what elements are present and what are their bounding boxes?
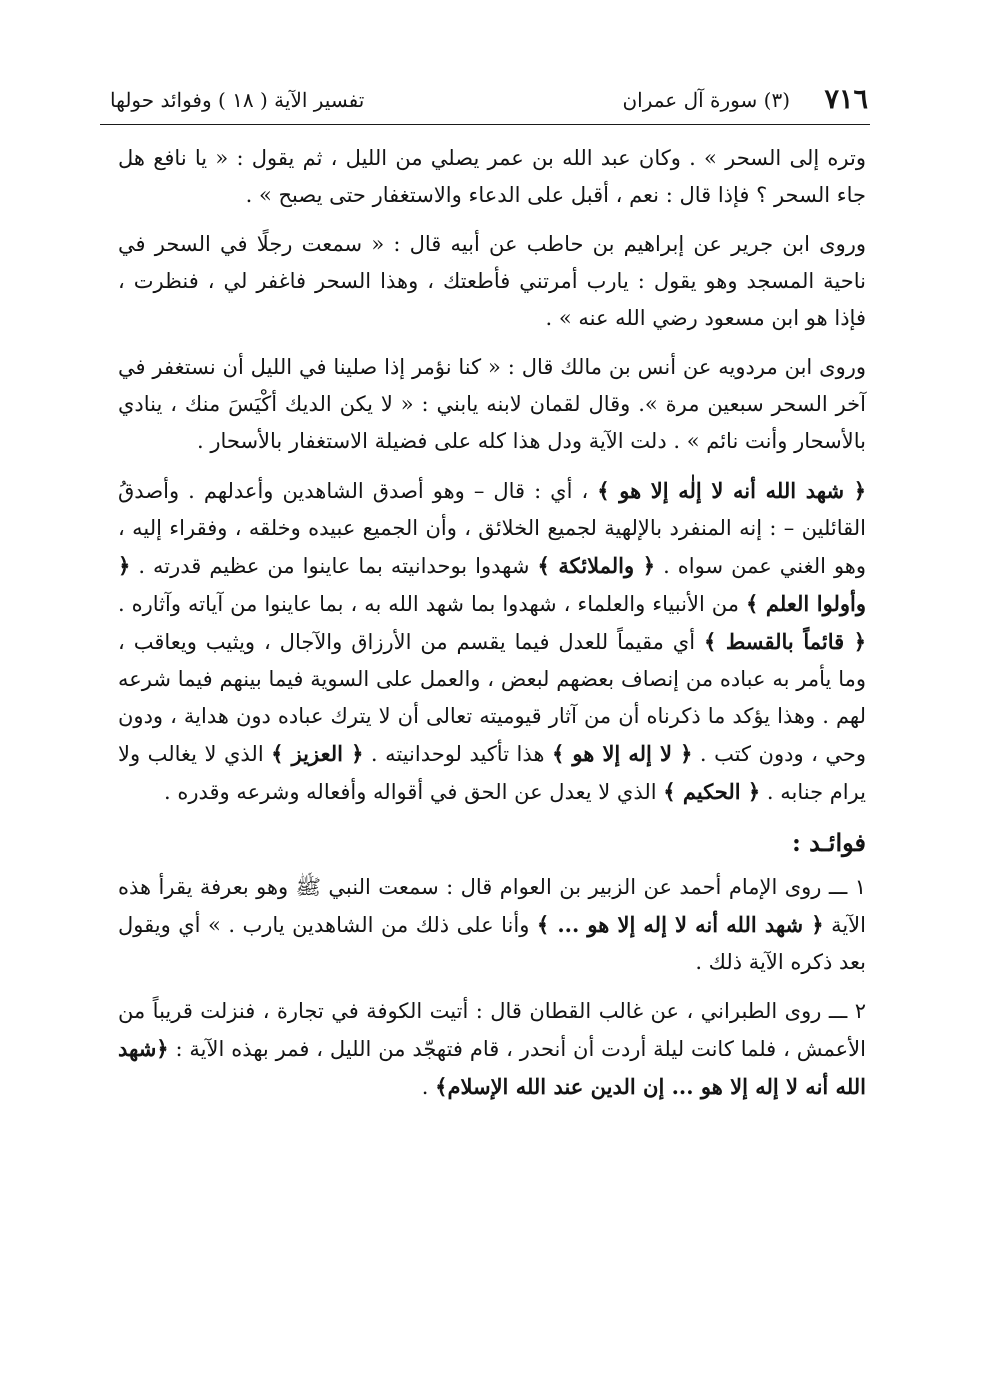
quran-quote: ﴿ الحكيم ﴾ [663, 779, 761, 804]
header-divider [100, 124, 870, 125]
running-header [100, 78, 868, 118]
quran-quote: ﴿شهد الله أنه لا إله إلا هو ... إن الدين عند الله الإسلام﴾ [118, 1036, 866, 1099]
paragraph-text: ، أي : قال – وهو أصدق الشاهدين وأعدلهم . وأصدقُ القائلين – : إنه المنفرد بالإلهية لجميع الخلائق ، وأن الجميع عبيده وخلقه ، وفقراء إليه ، وهو الغني عمن سواه . [118, 479, 867, 578]
quran-quote: ﴿ شهد الله أنه لا إلٰه إلا هو ﴾ [597, 478, 867, 503]
paragraph-text: الذي لا يعدل عن الحق في أقواله وأفعاله وشرعه وقدره . [164, 780, 664, 804]
quran-quote: ﴿ وأولوا العلم ﴾ [118, 553, 866, 616]
quran-quote: ﴿ العزيز ﴾ [271, 741, 364, 766]
paragraph: وروى ابن جرير عن إبراهيم بن حاطب عن أبيه قال : « سمعت رجلًا في السحر في ناحية المسجد وهو يقول : يارب أمرتني فأطعتك ، وهذا السحر فاغفر لي ، فنظرت ، فإذا هو ابن مسعود رضي الله عنه » . [118, 232, 866, 330]
paragraph: وروى ابن مردويه عن أنس بن مالك قال : « كنا نؤمر إذا صلينا في الليل أن نستغفر في آخر السحر سبعين مرة ». وقال لقمان لابنه يابني : « لا يكن الديك أكْيَسَ منك ، ينادي بالأسحار وأنت نائم » . دلت الآية ودل هذا كله على فضيلة الاستغفار بالأسحار . [118, 355, 866, 453]
page-number: ٧١٦ [824, 84, 868, 115]
page-body [118, 140, 866, 1106]
fawaid-item [118, 869, 866, 981]
paragraph-text: شهدوا بوحدانيته بما عاينوا من عظيم قدرته . [130, 554, 538, 578]
quran-quote: ﴿ قائماً بالقسط ﴾ [703, 629, 866, 654]
paragraph-text: الذي لا يغالب ولا يرام جنابه . [118, 742, 866, 804]
fawaid-heading: فوائـد : [791, 828, 866, 857]
tafsir-paragraph [118, 472, 866, 811]
paragraph-text: ٢ ـــ روى الطبراني ، عن غالب القطان قال : أتيت الكوفة في تجارة ، فنزلت قريباً من الأعمش ، فلما كانت ليلة أردت أن أنحدر ، قام فتهجّد من الليل ، فمر بهذه الآية : [118, 999, 866, 1061]
paragraph: وتره إلى السحر » . وكان عبد الله بن عمر يصلي من الليل ، ثم يقول : « يا نافع هل جاء السحر ؟ فإذا قال : نعم ، أقبل على الدعاء والاستغفار حتى يصبح » . [118, 146, 866, 207]
quran-quote: ﴿ لا إله إلا هو ﴾ [551, 741, 693, 766]
fawaid-item [118, 993, 866, 1106]
section-title: تفسير الآية ( ١٨ ) وفوائد حولها [110, 88, 365, 112]
paragraph-text: . [421, 1075, 436, 1099]
paragraph-text: من الأنبياء والعلماء ، شهدوا بما شهد الله به ، بما عاينوا من آياته وآثاره . [118, 592, 746, 616]
surah-title: (٣) سورة آل عمران [622, 88, 790, 112]
paragraph-text: وأنا على ذلك من الشاهدين يارب . » أي ويقول بعد ذكره الآية ذلك . [118, 913, 866, 974]
quran-quote: ﴿ والملائكة ﴾ [537, 553, 656, 578]
paragraph-text: هذا تأكيد لوحدانيته . [363, 742, 552, 766]
paragraph-text: ١ ـــ روى الإمام أحمد عن الزبير بن العوام قال : سمعت النبي ﷺ وهو بعرفة يقرأ هذه الآية [118, 875, 866, 937]
quran-quote: ﴿ شهد الله أنه لا إله إلا هو ... ﴾ [536, 912, 824, 937]
paragraph-text: أي مقيماً للعدل فيما يقسم من الأرزاق والآجال ، ويثيب ويعاقب ، وما يأمر به عباده من إنصاف بعضهم لبعض ، والعمل على السوية فيما بينهم فيما شرعه لهم . وهذا يؤكد ما ذكرناه أن من آثار قيوميته تعالى أن لا يترك عباده دون هداية ، ودون وحي ، ودون كتب . [118, 630, 866, 766]
